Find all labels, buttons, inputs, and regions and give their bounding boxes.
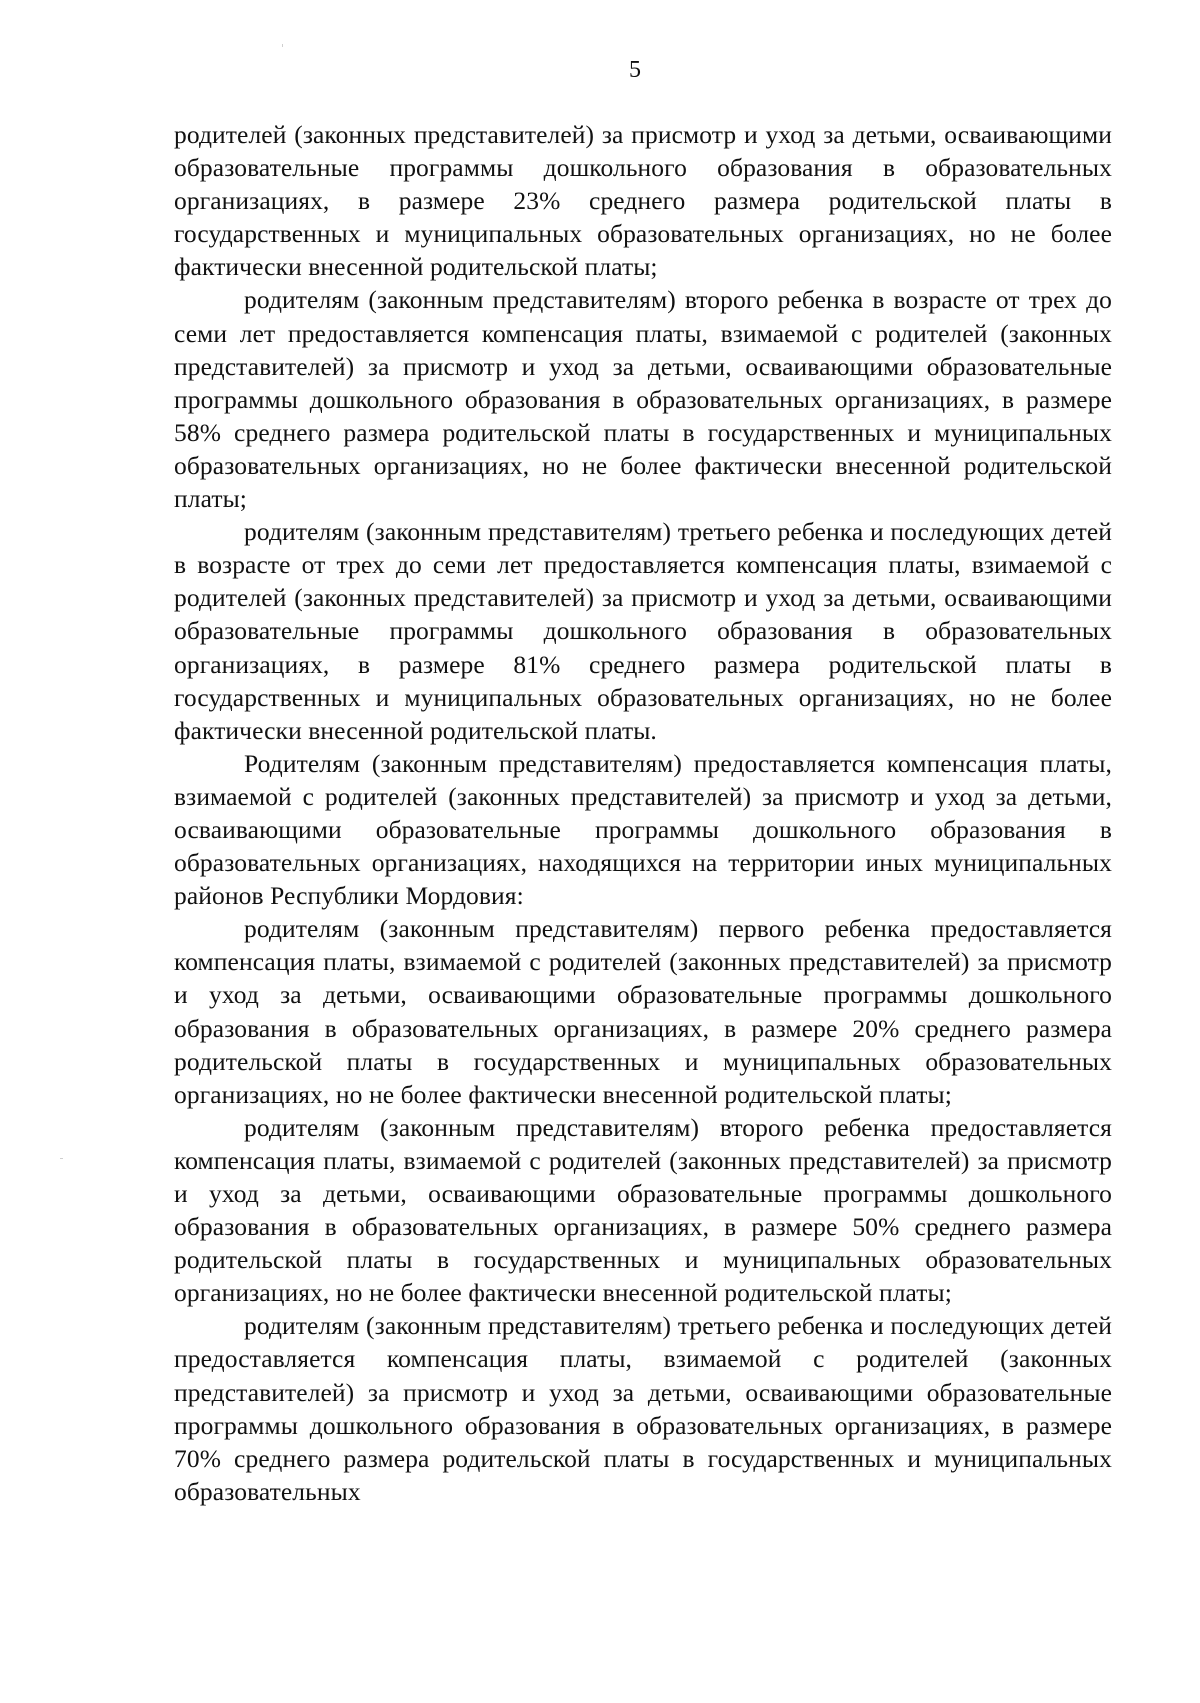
page-number: 5 bbox=[629, 57, 641, 83]
paragraph-third-child-3-7: родителям (законным представителям) третьего ребенка и последующих детей в возрасте от трех до семи лет предоставляется компенсация платы, взимаемой с родителей (законных представителей) за присмотр и уход за детьми, осваивающими образовательные программы дошкольного образования в образовательных организациях, в размере 81% среднего размера родительской платы в государственных и муниципальных образовательных организациях, но не более фактически внесенной родительской платы. bbox=[174, 517, 1112, 745]
paragraph-first-child-other-districts: родителям (законным представителям) первого ребенка предоставляется компенсация платы, взимаемой с родителей (законных представителей) за присмотр и уход за детьми, осваивающими образовательные программы дошкольного образования в образовательных организациях, в размере 20% среднего размера родительской платы в государственных и муниципальных образовательных организациях, но не более фактически внесенной родительской платы; bbox=[174, 914, 1112, 1109]
paragraph-other-districts-intro: Родителям (законным представителям) предоставляется компенсация платы, взимаемой с родителей (законных представителей) за присмотр и уход за детьми, осваивающими образовательные программы дошкольного образования в образовательных организациях, находящихся на территории иных муниципальных районов Республики Мордовия: bbox=[174, 748, 1112, 911]
scan-artifact bbox=[60, 1158, 63, 1159]
paragraph-second-child-other-districts: родителям (законным представителям) второго ребенка предоставляется компенсация платы, взимаемой с родителей (законных представителей) за присмотр и уход за детьми, осваивающими образовательные программы дошкольного образования в образовательных организациях, в размере 50% среднего размера родительской платы в государственных и муниципальных образовательных организациях, но не более фактически внесенной родительской платы; bbox=[174, 1112, 1112, 1308]
scan-artifact bbox=[282, 44, 283, 47]
paragraph-continuation: родителей (законных представителей) за присмотр и уход за детьми, осваивающими образовательные программы дошкольного образования в образовательных организациях, в размере 23% среднего размера родительской платы в государственных и муниципальных образовательных организациях, но не более фактически внесенной родительской платы; bbox=[174, 120, 1112, 282]
document-body bbox=[174, 118, 1112, 1508]
paragraph-third-child-other-districts: родителям (законным представителям) третьего ребенка и последующих детей предоставляется компенсация платы, взимаемой с родителей (законных представителей) за присмотр и уход за детьми, осваивающими образовательные программы дошкольного образования в образовательных организациях, в размере 70% среднего размера родительской платы в государственных и муниципальных образовательных bbox=[174, 1311, 1112, 1506]
paragraph-second-child-3-7: родителям (законным представителям) второго ребенка в возрасте от трех до семи лет предоставляется компенсация платы, взимаемой с родителей (законных представителей) за присмотр и уход за детьми, осваивающими образовательные программы дошкольного образования в образовательных организациях, в размере 58% среднего размера родительской платы в государственных и муниципальных образовательных организациях, но не более фактически внесенной родительской платы; bbox=[174, 285, 1112, 514]
